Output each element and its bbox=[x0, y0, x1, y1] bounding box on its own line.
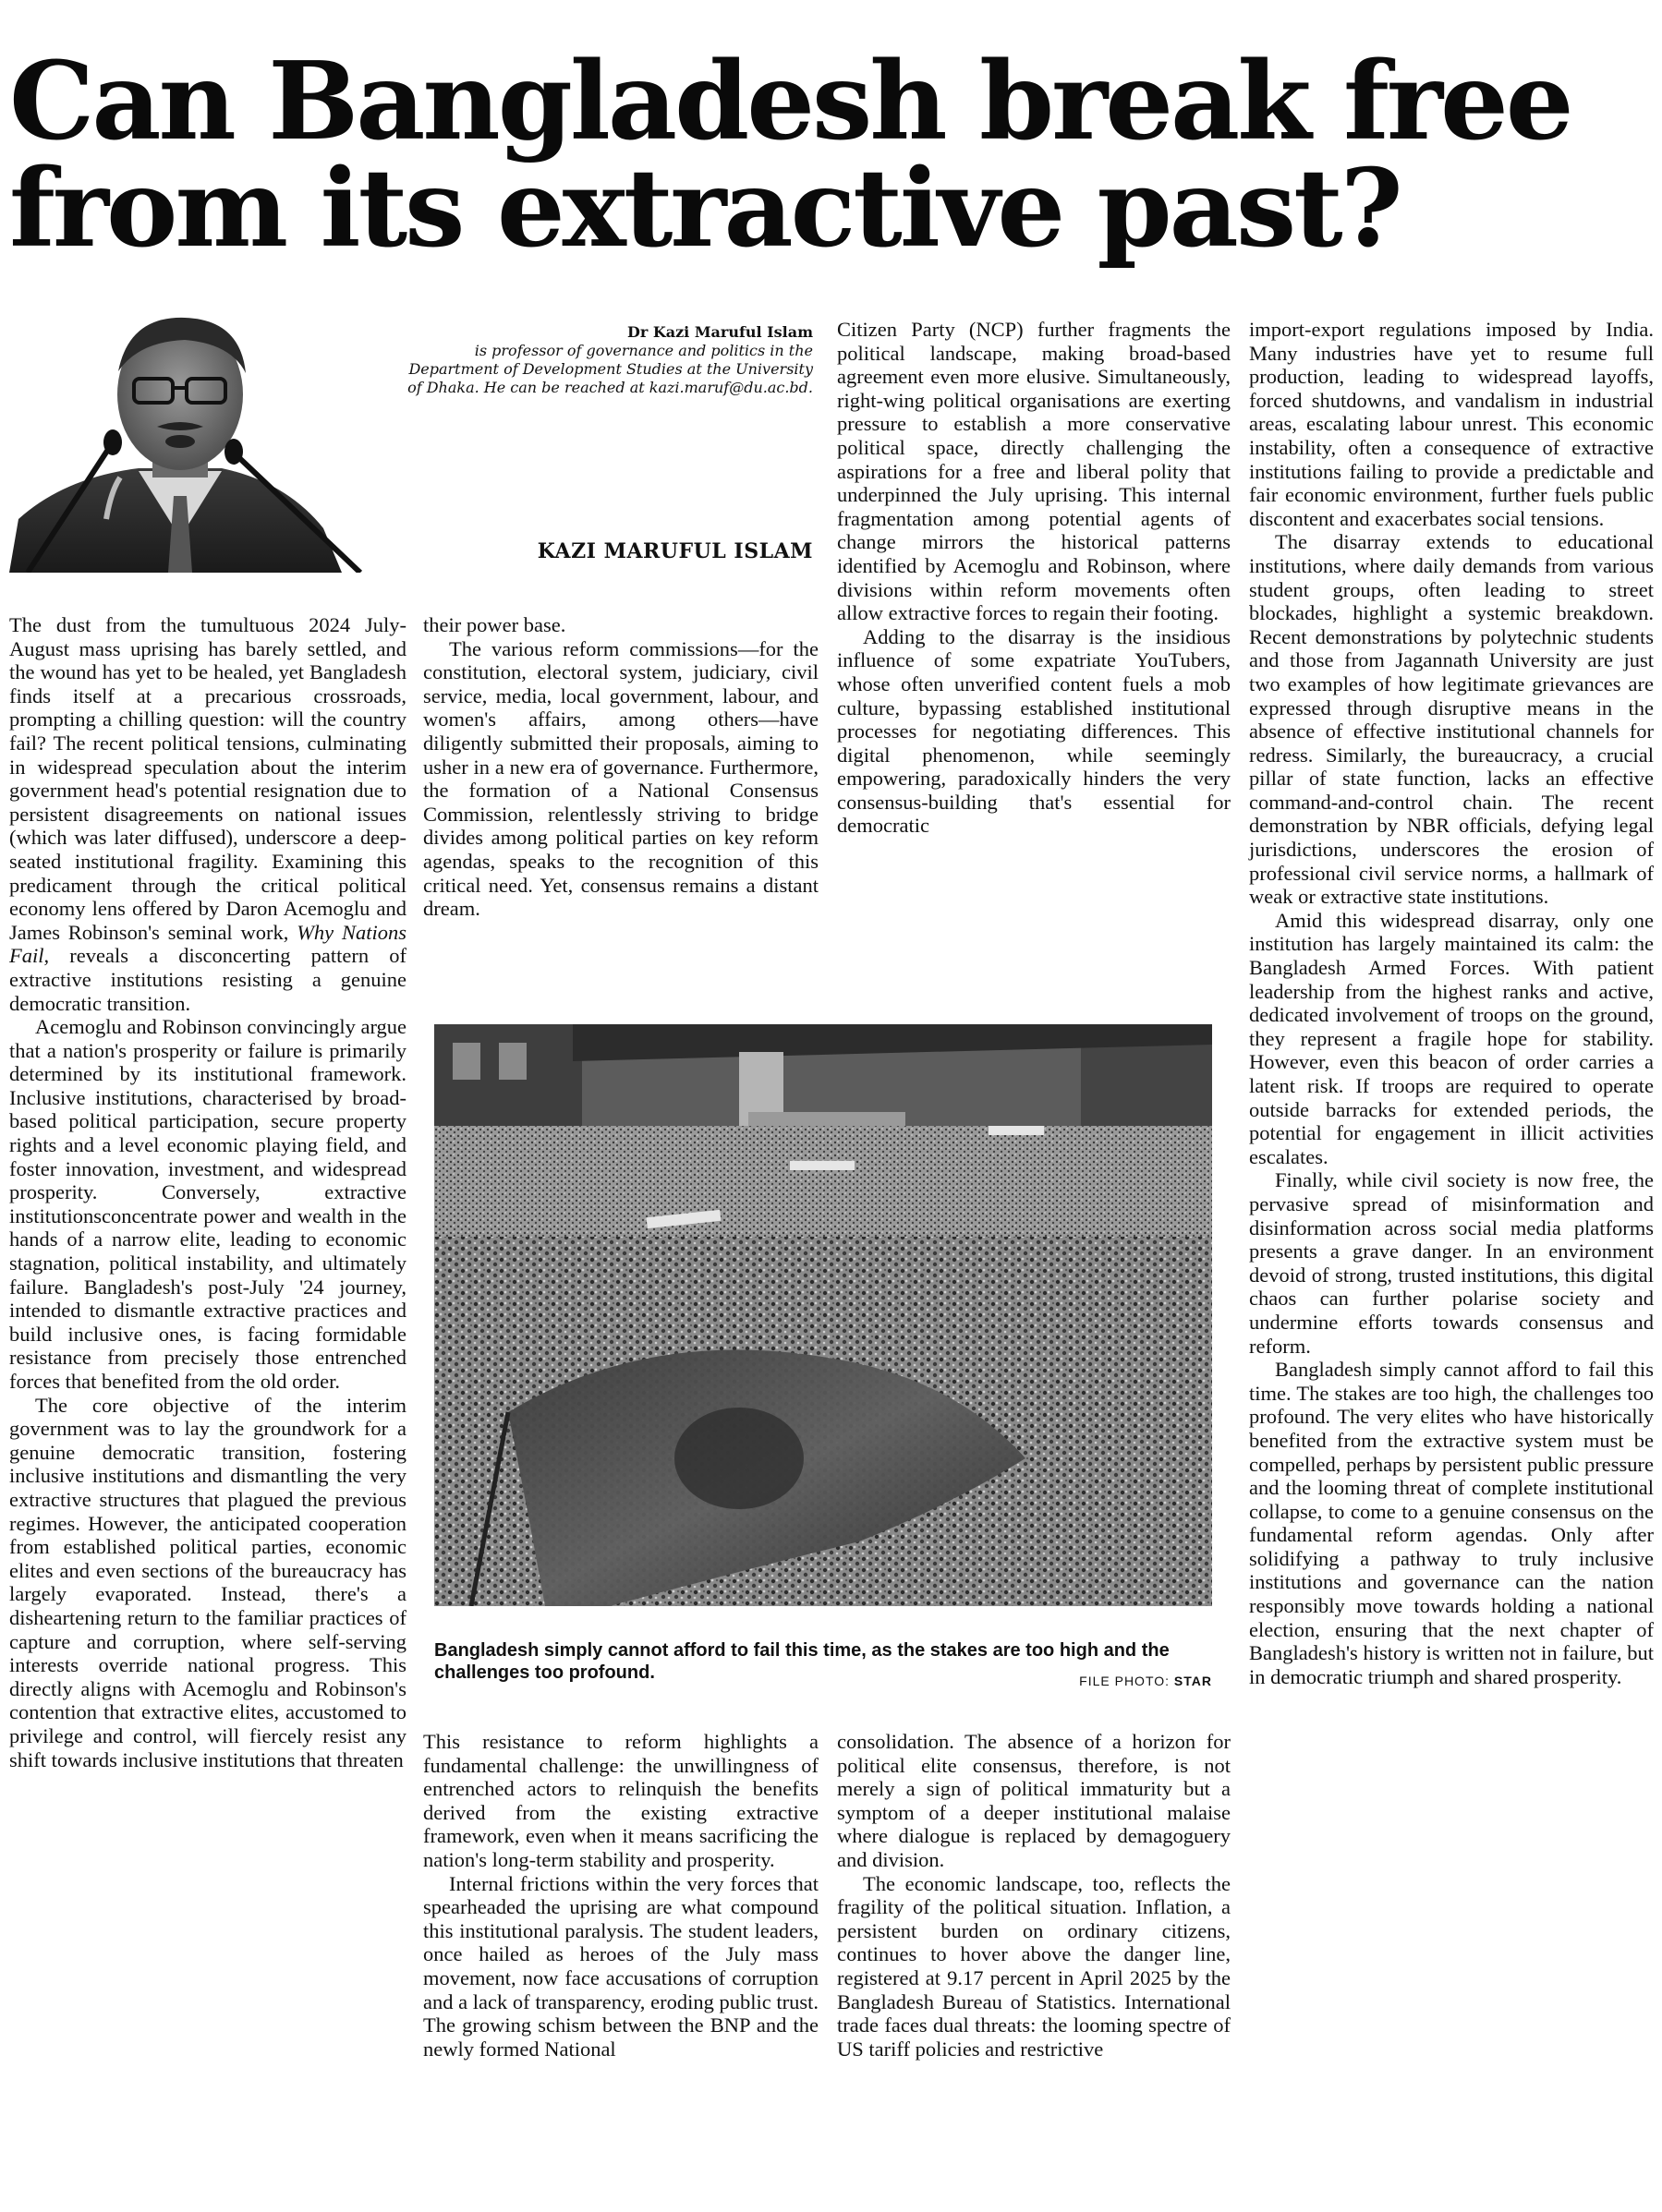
article-column-4 bbox=[1249, 318, 1654, 1688]
photo-credit: FILE PHOTO: STAR bbox=[1079, 1674, 1212, 1688]
author-photo bbox=[9, 307, 397, 573]
paragraph: Amid this widespread disarray, only one institution has largely maintained its calm: the Bangladesh Armed Forces. With patient leadership from the highest ranks and active, dedicated involvement of troops on the ground, they represent a fragile hope for stability. However, even this beacon of order carries a latent risk. If troops are required to operate outside barracks for extended periods, the potential for engagement in illicit activities escalates. bbox=[1249, 908, 1654, 1168]
paragraph: This resistance to reform highlights a fundamental challenge: the unwillingness of entrenched actors to relinquish the benefits derived from the existing extractive framework, even when it means sacrificing the nation's long-term stability and prosperity. bbox=[423, 1730, 819, 1871]
headline-line-1: Can Bangladesh break free bbox=[9, 39, 1571, 164]
paragraph: Bangladesh simply cannot afford to fail this time. The stakes are too high, the challenges too profound. The very elites who have historically benefited from the extractive system must be compelled, perhaps by persistent public pressure and the looming threat of complete institutional collapse, to come to a genuine consensus on the fundamental reform agendas. Only after solidifying a pathway to truly inclusive institutions and governance can the nation responsibly move towards holding a national election, ensuring that the next chapter of Bangladesh's history is written not in failure, but in democratic triumph and shared prosperity. bbox=[1249, 1358, 1654, 1688]
paragraph: The various reform commissions—for the constitution, electoral system, judiciary, civil service, media, local government, labour, and women's affairs, among others—have diligently submitted their proposals, aiming to usher in a new era of governance. Furthermore, the formation of a National Consensus Commission, relentlessly striving to bridge divides among political parties on key reform agendas, speaks to the recognition of this critical need. Yet, consensus remains a distant dream. bbox=[423, 636, 819, 921]
book-title: Why Nations Fail bbox=[9, 920, 406, 968]
paragraph: Acemoglu and Robinson convincingly argue that a nation's prosperity or failure is primarily determined by its institutional framework. Inclusive institutions, characterised by broad-based political participation, secure property rights and a level economic playing field, and foster innovation, investment, and widespread prosperity. Conversely, extractive institutionsconcentrate power and wealth in the hands of a narrow elite, leading to economic stagnation, political instability, and ultimately failure. Bangladesh's post-July '24 journey, intended to dismantle extractive practices and build inclusive ones, is facing formidable resistance from precisely those entrenched forces that benefited from the old order. bbox=[9, 1015, 407, 1393]
paragraph: import-export regulations imposed by India. Many industries have yet to resume full production, leading to widespread layoffs, forced shutdowns, and vandalism in industrial areas, escalating labour unrest. This economic instability, often a consequence of extractive institutions failing to provide a predictable and fair economic environment, further fuels public discontent and exacerbates social tensions. bbox=[1249, 318, 1654, 530]
photo-caption: Bangladesh simply cannot afford to fail this time, as the stakes are too high and the challenges too profound. bbox=[434, 1640, 1170, 1683]
paragraph: The disarray extends to educational institutions, where daily demands from various student groups, often leading to street blockades, highlight a systemic breakdown. Recent demonstrations by polytechnic students and those from Jagannath University are just two examples of how legitimate grievances are expressed through disruptive means in the absence of effective institutional channels for redress. Similarly, the bureaucracy, a crucial pillar of state function, lacks an effective command-and-control chain. The recent demonstration by NBR officials, defying legal jurisdictions, underscores the erosion of professional civil service norms, a hallmark of weak or extractive state institutions. bbox=[1249, 530, 1654, 909]
paragraph: consolidation. The absence of a horizon for political elite consensus, therefore, is not merely a sign of political immaturity but a symptom of a deeper institutional malaise where dialogue is replaced by demagoguery and division. bbox=[837, 1730, 1231, 1871]
article-column-2-top bbox=[423, 613, 819, 921]
author-byline: KAZI MARUFUL ISLAM bbox=[537, 539, 813, 563]
paragraph: Citizen Party (NCP) further fragments the political landscape, making broad-based agreement even more elusive. Simultaneously, right-wing political organisations are exerting pressure to establish a more conservative political space, directly challenging the aspirations for a free and liberal polity that underpinned the July uprising. This internal fragmentation among potential agents of change mirrors the historical patterns identified by Acemoglu and Robinson, where divisions within reform movements often allow extractive forces to regain their footing. bbox=[837, 318, 1231, 625]
paragraph: Internal frictions within the very forces that spearheaded the uprising are what compound this institutional paralysis. The student leaders, once hailed as heroes of the July mass movement, now face accusations of corruption and a lack of transparency, eroding public trust. The growing schism between the BNP and the newly formed National bbox=[423, 1871, 819, 2061]
article-column-3-top bbox=[837, 318, 1231, 838]
author-bio-text: is professor of governance and politics in the Department of Development Studies at the University of Dhaka. He can be reached at kazi.maruf@du.ac.bd. bbox=[407, 342, 813, 396]
article-column-1 bbox=[9, 613, 406, 1771]
headline-line-2: from its extractive past? bbox=[9, 146, 1401, 272]
paragraph: The economic landscape, too, reflects the fragility of the political situation. Inflation, a persistent burden on ordinary citizens, continues to hover above the danger line, registered at 9.17 percent in April 2025 by the Bangladesh Bureau of Statistics. International trade faces dual threats: the looming spectre of US tariff policies and restrictive bbox=[837, 1871, 1231, 2061]
paragraph: Adding to the disarray is the insidious influence of some expatriate YouTubers, whose often unverified content fuels a mob culture, bypassing established institutional processes for negotiating differences. This digital phenomenon, while seemingly empowering, paradoxically hinders the very consensus-building that's essential for democratic bbox=[837, 624, 1231, 838]
author-bio-name: Dr Kazi Maruful Islam bbox=[626, 323, 813, 341]
article-column-3-bottom bbox=[837, 1730, 1231, 2061]
paragraph: The core objective of the interim government was to lay the groundwork for a genuine democratic transition, fostering inclusive institutions and dismantling the very extractive structures that plagued the previous regimes. However, the anticipated cooperation from established political parties, economic elites and even sections of the bureaucracy has largely evaporated. Instead, there's a disheartening return to the familiar practices of capture and corruption, where self-serving interests override national progress. This directly aligns with Acemoglu and Robinson's contention that extractive elites, accustomed to privilege and control, will fiercely resist any shift towards inclusive institutions that threaten bbox=[9, 1393, 406, 1771]
article-column-2-bottom bbox=[423, 1730, 819, 2061]
rally-photo bbox=[434, 1024, 1212, 1606]
paragraph: Finally, while civil society is now free, the pervasive spread of misinformation and disinformation across social media platforms presents a grave danger. In an environment devoid of strong, trusted institutions, this digital chaos can further polarise society and undermine efforts towards consensus and reform. bbox=[1249, 1168, 1654, 1358]
paragraph: The dust from the tumultuous 2024 July-August mass uprising has barely settled, and the wound has yet to be healed, yet Bangladesh finds itself at a precarious crossroads, prompting a chilling question: will the country fail? The recent political tensions, culminating in widespread speculation about the interim government head's potential resignation due to persistent disagreements on national issues (which was later diffused), underscore a deep-seated institutional fragility. Examining this predicament through the critical political economy lens offered by Daron Acemoglu and James Robinson's seminal work, Why Nations Fail, reveals a disconcerting pattern of extractive institutions resisting a genuine democratic transition. bbox=[9, 613, 406, 1015]
author-bio bbox=[406, 323, 813, 397]
paragraph: their power base. bbox=[423, 613, 566, 636]
headline bbox=[9, 39, 1654, 272]
